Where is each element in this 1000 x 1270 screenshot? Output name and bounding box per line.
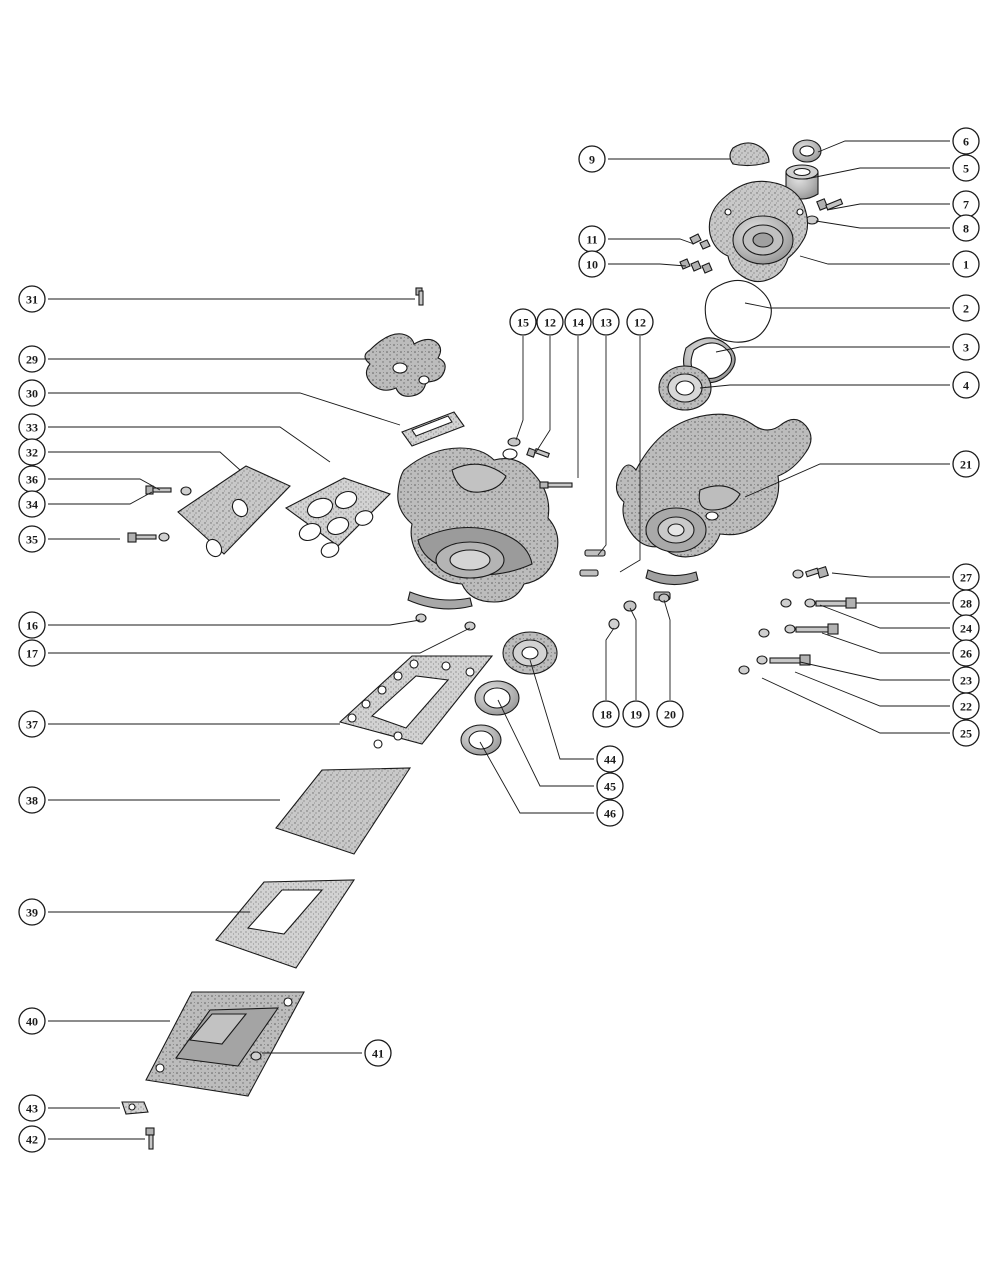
part-34-washer — [181, 487, 191, 495]
part-17-screw — [465, 622, 475, 630]
callout-26[interactable] — [953, 640, 979, 666]
callout-7[interactable] — [953, 191, 979, 217]
part-6-seal-ring — [793, 140, 821, 162]
callout-number: 39 — [26, 905, 38, 920]
part-33-perforated-plate — [286, 478, 390, 560]
callout-number: 24 — [960, 621, 972, 636]
part-39-gasket-frame — [216, 880, 354, 968]
callout-45[interactable] — [597, 773, 623, 799]
callout-1[interactable] — [953, 251, 979, 277]
callout-number: 8 — [963, 221, 969, 236]
callout-number: 21 — [960, 457, 972, 472]
callout-16[interactable] — [19, 612, 45, 638]
part-18-ball — [609, 619, 619, 629]
callout-number: 18 — [600, 707, 612, 722]
callout-number: 19 — [630, 707, 642, 722]
callout-13[interactable] — [593, 309, 619, 335]
part-27-screw — [793, 567, 828, 578]
callout-number: 17 — [26, 646, 38, 661]
callout-40[interactable] — [19, 1008, 45, 1034]
callout-6[interactable] — [953, 128, 979, 154]
callout-number: 22 — [960, 699, 972, 714]
callout-number: 40 — [26, 1014, 38, 1029]
callout-36[interactable] — [19, 466, 45, 492]
callout-21[interactable] — [953, 451, 979, 477]
part-main-housing-center — [398, 448, 558, 609]
callout-19[interactable] — [623, 701, 649, 727]
callout-32[interactable] — [19, 439, 45, 465]
callout-number: 5 — [963, 161, 969, 176]
callout-number: 3 — [963, 340, 969, 355]
callout-38[interactable] — [19, 787, 45, 813]
part-9-cap — [730, 143, 769, 166]
callout-number: 28 — [960, 596, 972, 611]
callout-37[interactable] — [19, 711, 45, 737]
callout-8[interactable] — [953, 215, 979, 241]
callout-2[interactable] — [953, 295, 979, 321]
callout-number: 12 — [634, 315, 646, 330]
part-45-seal — [475, 681, 519, 715]
callout-number: 44 — [604, 752, 616, 767]
callout-34[interactable] — [19, 491, 45, 517]
callout-number: 35 — [26, 532, 38, 547]
callout-number: 29 — [26, 352, 38, 367]
callout-number: 27 — [960, 570, 972, 585]
callout-number: 7 — [963, 197, 969, 212]
callout-12[interactable] — [627, 309, 653, 335]
callout-number: 41 — [372, 1046, 384, 1061]
part-44-bearing — [503, 632, 557, 674]
callout-number: 10 — [586, 257, 598, 272]
part-14-screw — [540, 482, 572, 488]
callout-bubbles — [19, 128, 979, 1152]
callout-number: 15 — [517, 315, 529, 330]
part-13-pin — [585, 550, 605, 556]
callout-18[interactable] — [593, 701, 619, 727]
callout-number: 31 — [26, 292, 38, 307]
callout-number: 20 — [664, 707, 676, 722]
callout-number: 38 — [26, 793, 38, 808]
callout-number: 30 — [26, 386, 38, 401]
callout-10[interactable] — [579, 251, 605, 277]
callout-number: 25 — [960, 726, 972, 741]
part-24-bolt — [759, 624, 838, 637]
callout-39[interactable] — [19, 899, 45, 925]
part-15-pin — [508, 438, 520, 446]
callout-number: 6 — [963, 134, 969, 149]
callout-44[interactable] — [597, 746, 623, 772]
callout-14[interactable] — [565, 309, 591, 335]
part-7-screw — [817, 199, 843, 210]
part-38-plate — [276, 768, 410, 854]
part-35-screw — [128, 533, 169, 542]
callout-number: 12 — [544, 315, 556, 330]
callout-number: 34 — [26, 497, 38, 512]
callout-number: 26 — [960, 646, 972, 661]
callout-number: 33 — [26, 420, 38, 435]
part-41-screw — [251, 1052, 261, 1060]
callout-31[interactable] — [19, 286, 45, 312]
part-43-clip — [122, 1102, 148, 1114]
callout-4[interactable] — [953, 372, 979, 398]
part-28-bolt — [781, 598, 856, 608]
part-2-oval-gasket — [705, 280, 771, 342]
callout-number: 13 — [600, 315, 612, 330]
callout-number: 2 — [963, 301, 969, 316]
callout-number: 46 — [604, 806, 616, 821]
callout-23[interactable] — [953, 667, 979, 693]
callout-27[interactable] — [953, 564, 979, 590]
callout-number: 36 — [26, 472, 38, 487]
callout-20[interactable] — [657, 701, 683, 727]
callout-17[interactable] — [19, 640, 45, 666]
callout-number: 16 — [26, 618, 38, 633]
callout-number: 11 — [586, 232, 598, 247]
part-23-bolt — [739, 655, 810, 674]
callout-number: 32 — [26, 445, 38, 460]
part-42-screw — [146, 1128, 154, 1149]
callout-number: 14 — [572, 315, 584, 330]
part-30-oval-gasket — [402, 412, 464, 446]
callout-29[interactable] — [19, 346, 45, 372]
callout-15[interactable] — [510, 309, 536, 335]
callout-number: 23 — [960, 673, 972, 688]
part-46-seal — [461, 725, 501, 755]
part-21-drive-shaft-housing — [616, 414, 811, 600]
part-12b-pin — [580, 570, 598, 576]
callout-30[interactable] — [19, 380, 45, 406]
part-40-lower-cover — [146, 992, 304, 1096]
callout-number: 37 — [26, 717, 38, 732]
callout-3[interactable] — [953, 334, 979, 360]
callout-number: 42 — [26, 1132, 38, 1147]
callout-43[interactable] — [19, 1095, 45, 1121]
callout-9[interactable] — [579, 146, 605, 172]
callout-number: 45 — [604, 779, 616, 794]
callout-46[interactable] — [597, 800, 623, 826]
part-1-upper-cover — [709, 181, 807, 281]
callout-11[interactable] — [579, 226, 605, 252]
callout-number: 4 — [963, 378, 969, 393]
callout-41[interactable] — [365, 1040, 391, 1066]
part-19-spring-clip — [624, 601, 636, 611]
callout-25[interactable] — [953, 720, 979, 746]
callout-24[interactable] — [953, 615, 979, 641]
callout-28[interactable] — [953, 590, 979, 616]
leader-lines — [48, 141, 950, 1139]
callout-5[interactable] — [953, 155, 979, 181]
callout-22[interactable] — [953, 693, 979, 719]
callout-35[interactable] — [19, 526, 45, 552]
part-32-cover-plate — [178, 466, 290, 559]
part-31-screw — [416, 288, 423, 305]
callout-42[interactable] — [19, 1126, 45, 1152]
callout-number: 1 — [963, 257, 969, 272]
callout-number: 43 — [26, 1101, 38, 1116]
part-11-dowel-pins — [690, 234, 710, 249]
callout-33[interactable] — [19, 414, 45, 440]
part-29-shift-bracket — [365, 334, 445, 397]
callout-12[interactable] — [537, 309, 563, 335]
callout-number: 9 — [589, 152, 595, 167]
